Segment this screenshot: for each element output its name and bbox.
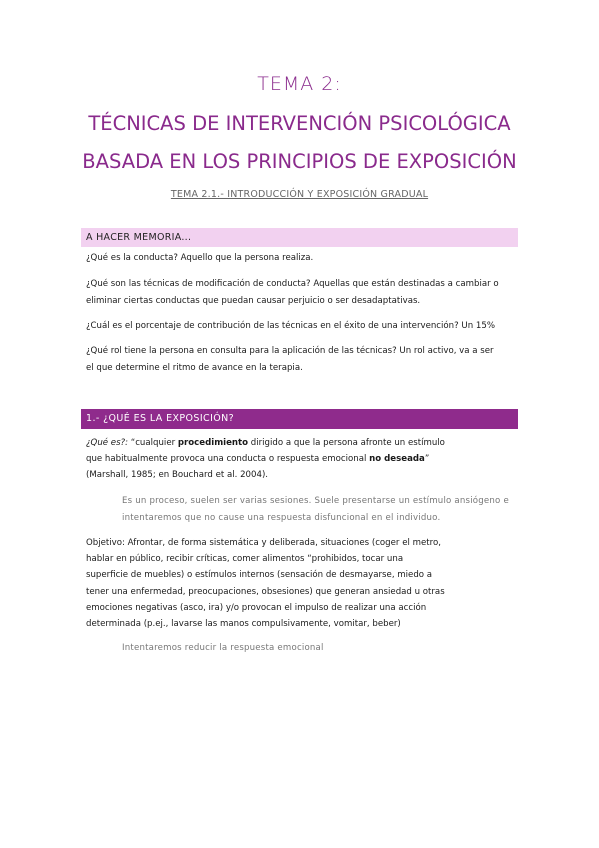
definition-line2 [86, 451, 526, 468]
recall-question-2-line1: ¿Qué son las técnicas de modificación de conducta? Aquellas que están destinadas a cambiar o [86, 279, 499, 289]
document-title-line2: BASADA EN LOS PRINCIPIOS DE EXPOSICIÓN [82, 150, 517, 173]
definition-label: ¿Qué es?: [86, 438, 129, 448]
recall-question-3: ¿Cuál es el porcentaje de contribución de las técnicas en el éxito de una intervención? Un 15% [86, 321, 495, 331]
objective-line6: determinada (p.ej., lavarse las manos compulsivamente, vomitar, beber) [86, 619, 401, 629]
definition-bold-procedimiento: procedimiento [177, 438, 249, 448]
definition-line2-text: que habitualmente provoca una conducta o respuesta emocional [86, 454, 370, 464]
recall-question-4-line2: el que determine el ritmo de avance en la terapia. [86, 363, 303, 373]
definition-line1 [86, 435, 526, 452]
definition-text-a: “cualquier [128, 438, 178, 448]
document-title-line1: TÉCNICAS DE INTERVENCIÓN PSICOLÓGICA [88, 112, 511, 135]
objective-line5: emociones negativas (asco, ira) y/o provocan el impulso de realizar una acción [86, 603, 427, 613]
section-heading-recall-label: A HACER MEMORIA... [86, 232, 192, 243]
topic-number: TEMA 2: [257, 73, 342, 95]
note-process-line2: intentaremos que no cause una respuesta disfuncional en el individuo. [122, 513, 441, 523]
section-heading-exposure-label: 1.- ¿QUÉ ES LA EXPOSICIÓN? [86, 413, 235, 424]
recall-question-2-line2: eliminar ciertas conductas que puedan causar perjuicio o ser desadaptativas. [86, 296, 421, 306]
recall-question-4-line1: ¿Qué rol tiene la persona en consulta para la aplicación de las técnicas? Un rol activo, va a ser [86, 346, 494, 356]
objective-line4: tener una enfermedad, preocupaciones, obsesiones) que generan ansiedad u otras [86, 587, 445, 597]
definition-line2-close-quote: ” [424, 454, 430, 464]
definition-citation: (Marshall, 1985; en Bouchard et al. 2004). [86, 470, 269, 480]
note-process-line1: Es un proceso, suelen ser varias sesiones. Suele presentarse un estímulo ansiógeno e [122, 496, 509, 506]
recall-question-1: ¿Qué es la conducta? Aquello que la persona realiza. [86, 253, 314, 263]
definition-bold-no-deseada: no deseada [369, 454, 425, 464]
objective-line1: Objetivo: Afrontar, de forma sistemática y deliberada, situaciones (coger el metro, [86, 538, 441, 548]
subtopic-heading: TEMA 2.1.- INTRODUCCIÓN Y EXPOSICIÓN GRADUAL [170, 189, 429, 200]
section-heading-recall [81, 228, 518, 247]
section-heading-exposure [81, 409, 518, 429]
objective-line2: hablar en público, recibir críticas, comer alimentos “prohibidos, tocar una [86, 554, 404, 564]
note-reduce-response: Intentaremos reducir la respuesta emocional [122, 643, 324, 653]
objective-line3: superficie de muebles) o estímulos internos (sensación de desmayarse, miedo a [86, 570, 433, 580]
definition-text-b: dirigido a que la persona afronte un estímulo [248, 438, 445, 448]
